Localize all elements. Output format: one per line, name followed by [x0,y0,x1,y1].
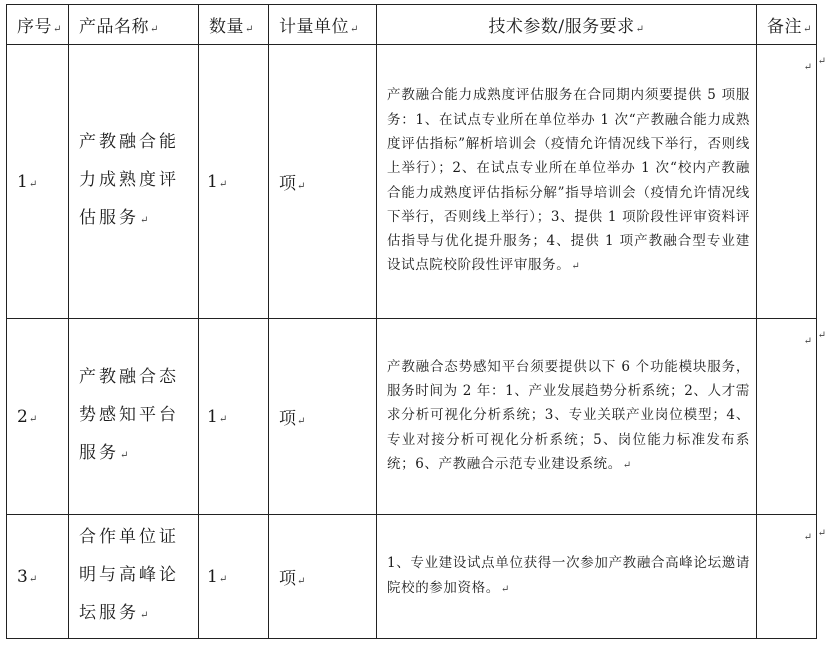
row-note-cell: ↵ [757,45,817,319]
row-seq-cell: 2↵ [7,319,69,515]
row-unit-cell: 项↵ [269,319,377,515]
header-tech: 技术参数/服务要求↵ [377,5,757,45]
header-name: 产品名称↵ [69,5,199,45]
row-end-mark: ↵ [817,528,826,539]
row-note-cell: ↵ [757,515,817,639]
row-name-cell: 合作单位证明与高峰论坛服务↵ [69,515,199,639]
header-unit: 计量单位↵ [269,5,377,45]
row-tech-cell: 产教融合能力成熟度评估服务在合同期内须要提供 5 项服务：1、在试点专业所在单位举办 1 次“产教融合能力成熟度评估指标”解析培训会（疫情允许情况线下举行，否则线上举行）；2、在试点专业所在单位举办 1 次“校内产教融合能力成熟度评估指标分解”指导培训会（疫情允许情况线下举行，否则线上举行）；3、提供 1 项阶段性评审资料评估指导与优化提升服务；4、提供 1 项产教融合型专业建设试点院校阶段性评审服务。↵ [377,45,757,319]
row-note-cell: ↵ [757,319,817,515]
row-name-cell: 产教融合态势感知平台服务↵ [69,319,199,515]
header-note: 备注↵ [757,5,817,45]
row-unit-cell: 项↵ [269,515,377,639]
header-qty: 数量↵ [199,5,269,45]
row-tech-cell: 1、专业建设试点单位获得一次参加产教融合高峰论坛邀请院校的参加资格。↵ [377,515,757,639]
table-row [7,515,817,639]
row-qty-cell: 1↵ [199,319,269,515]
row-qty-cell: 1↵ [199,45,269,319]
row-name-cell: 产教融合能力成熟度评估服务↵ [69,45,199,319]
row-end-mark: ↵ [817,330,826,341]
table-row [7,319,817,515]
requirements-table [6,4,817,639]
row-tech-cell: 产教融合态势感知平台须要提供以下 6 个功能模块服务，服务时间为 2 年：1、产业发展趋势分析系统；2、人才需求分析可视化分析系统；3、专业关联产业岗位模型；4、专业对接分析可视化分析系统；5、岗位能力标准发布系统；6、产教融合示范专业建设系统。↵ [377,319,757,515]
row-seq-cell: 3↵ [7,515,69,639]
row-end-mark: ↵ [817,56,826,67]
row-seq-cell: 1↵ [7,45,69,319]
header-row [7,5,817,45]
row-unit-cell: 项↵ [269,45,377,319]
table-row [7,45,817,319]
row-qty-cell: 1↵ [199,515,269,639]
header-seq: 序号↵ [7,5,69,45]
